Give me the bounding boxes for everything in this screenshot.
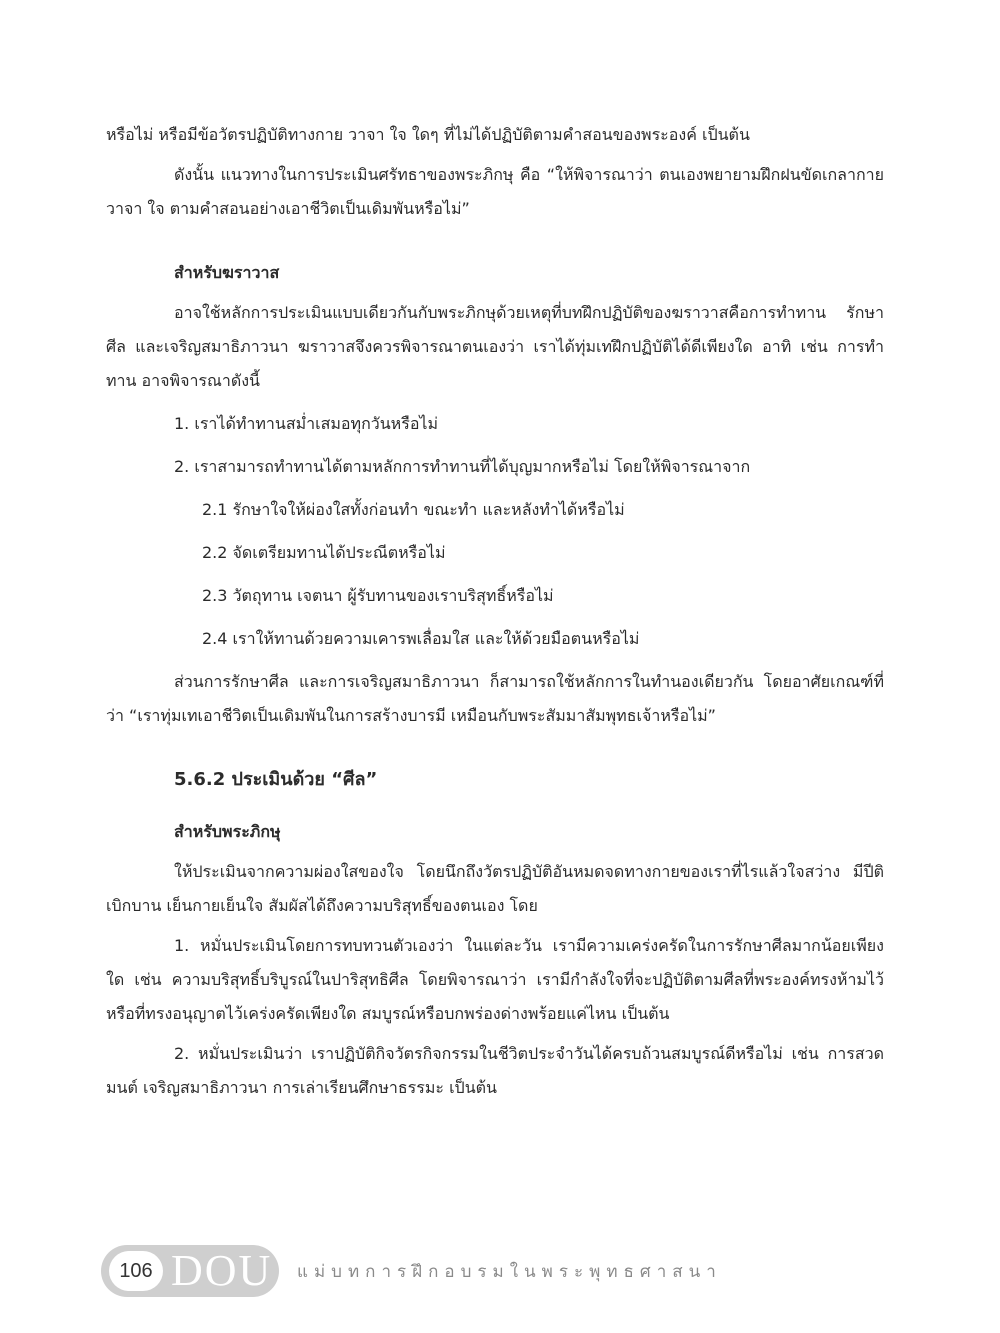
paragraph-precepts-meditation: ส่วนการรักษาศีล และการเจริญสมาธิภาวนา ก็สามารถใช้หลักการในทำนองเดียวกัน โดยอาศัยเกณฑ์ที่ว่า “เราทุ่มเทเอาชีวิตเป็นเดิมพันในการสร้างบารมี เหมือนกับพระสัมมาสัมพุทธเจ้าหรือไม่” <box>106 672 884 725</box>
paragraph-point-1: 1. หมั่นประเมินโดยการทบทวนตัวเองว่า ในแต่ละวัน เรามีความเคร่งครัดในการรักษาศีลมากน้อยเพียงใด เช่น ความบริสุทธิ์บริบูรณ์ในปาริสุทธิศีล โดยพิจารณาว่า เรามีกำลังใจที่จะปฏิบัติตามศีลที่พระองค์ทรงห้ามไว้ หรือที่ทรงอนุญาตไว้เคร่งครัดเพียงใด สมบูรณ์หรือบกพร่องด่างพร้อยแค่ไหน เป็นต้น <box>106 936 884 1023</box>
list-item-2-4: 2.4 เราให้ทานด้วยความเคารพเลื่อมใส และให้ด้วยมือตนหรือไม่ <box>202 629 640 648</box>
page-number: 106 <box>109 1251 163 1291</box>
heading-for-monks: สำหรับพระภิกษุ <box>174 822 281 841</box>
paragraph-continuation: หรือไม่ หรือมีข้อวัตรปฏิบัติทางกาย วาจา ใจ ใดๆ ที่ไม่ได้ปฏิบัติตามคำสอนของพระองค์ เป็นต้น <box>106 125 750 144</box>
section-title-precepts: 5.6.2 ประเมินด้วย “ศีล” <box>174 769 378 790</box>
paragraph-faith-guideline: ดังนั้น แนวทางในการประเมินศรัทธาของพระภิกษุ คือ “ให้พิจารณาว่า ตนเองพยายามฝึกฝนขัดเกลากาย วาจา ใจ ตามคำสอนอย่างเอาชีวิตเป็นเดิมพันหรือไม่” <box>106 165 884 218</box>
page-footer <box>101 1245 741 1299</box>
page-content <box>106 118 884 1105</box>
footer-badge <box>101 1245 279 1297</box>
paragraph-point-2: 2. หมั่นประเมินว่า เราปฏิบัติกิจวัตรกิจกรรมในชีวิตประจำวันได้ครบถ้วนสมบูรณ์ดีหรือไม่ เช่น การสวดมนต์ เจริญสมาธิภาวนา การเล่าเรียนศึกษาธรรมะ เป็นต้น <box>106 1044 884 1097</box>
book-title: แม่บทการฝึกอบรมในพระพุทธศาสนา <box>297 1262 722 1282</box>
heading-for-laity: สำหรับฆราวาส <box>174 263 280 282</box>
paragraph-laity-assessment: อาจใช้หลักการประเมินแบบเดียวกันกับพระภิกษุด้วยเหตุที่บทฝึกปฏิบัติของฆราวาสคือการทำทาน รักษาศีล และเจริญสมาธิภาวนา ฆราวาสจึงควรพิจารณาตนเองว่า เราได้ทุ่มเทฝึกปฏิบัติได้ดีเพียงใด อาทิ เช่น การทำทาน อาจพิจารณาดังนี้ <box>106 303 884 390</box>
list-item-2: 2. เราสามารถทำทานได้ตามหลักการทำทานที่ได้บุญมากหรือไม่ โดยให้พิจารณาจาก <box>174 457 751 476</box>
list-item-2-1: 2.1 รักษาใจให้ผ่องใสทั้งก่อนทำ ขณะทำ และหลังทำได้หรือไม่ <box>202 500 625 519</box>
list-item-1: 1. เราได้ทำทานสม่ำเสมอทุกวันหรือไม่ <box>174 414 439 433</box>
paragraph-monk-assessment: ให้ประเมินจากความผ่องใสของใจ โดยนึกถึงวัตรปฏิบัติอันหมดจดทางกายของเราที่ไรแล้วใจสว่าง มีปีติเบิกบาน เย็นกายเย็นใจ สัมผัสได้ถึงความบริสุทธิ์ของตนเอง โดย <box>106 862 884 915</box>
dou-logo: DOU <box>171 1246 273 1295</box>
list-item-2-2: 2.2 จัดเตรียมทานได้ประณีตหรือไม่ <box>202 543 446 562</box>
list-item-2-3: 2.3 วัตถุทาน เจตนา ผู้รับทานของเราบริสุทธิ์หรือไม่ <box>202 586 554 605</box>
